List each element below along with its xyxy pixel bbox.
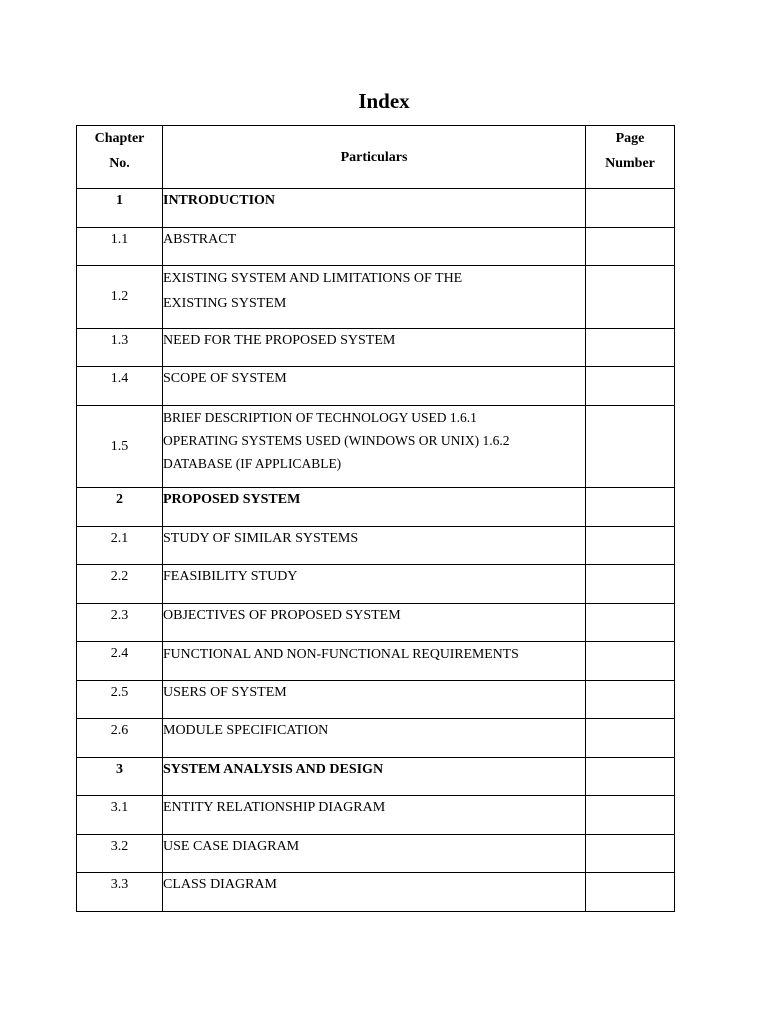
particulars-cell: USERS OF SYSTEM (163, 681, 586, 719)
page-number-cell (586, 719, 675, 758)
particulars-line: EXISTING SYSTEM AND LIMITATIONS OF THE (163, 271, 463, 286)
chapter-number: 2.5 (77, 681, 163, 719)
particulars-cell: STUDY OF SIMILAR SYSTEMS (163, 527, 586, 565)
particulars-cell: FEASIBILITY STUDY (163, 565, 586, 604)
particulars-cell: OBJECTIVES OF PROPOSED SYSTEM (163, 604, 586, 642)
particulars-cell (163, 266, 586, 329)
particulars-cell: NEED FOR THE PROPOSED SYSTEM (163, 329, 586, 367)
header-page-number (586, 126, 675, 189)
table-row (77, 681, 675, 719)
page-number-cell (586, 565, 675, 604)
particulars-cell: SCOPE OF SYSTEM (163, 367, 586, 406)
table-row (77, 642, 675, 681)
header-chapter (77, 126, 163, 189)
page-number-cell (586, 228, 675, 266)
index-table (76, 125, 675, 912)
page-number-cell (586, 488, 675, 527)
particulars-line: BRIEF DESCRIPTION OF TECHNOLOGY USED 1.6.1 (163, 410, 477, 425)
table-row (77, 758, 675, 796)
header-page-line2: Number (605, 156, 655, 171)
table-row (77, 266, 675, 329)
table-row (77, 796, 675, 835)
particulars-cell: SYSTEM ANALYSIS AND DESIGN (163, 758, 586, 796)
particulars-cell: INTRODUCTION (163, 189, 586, 228)
chapter-number: 2.6 (77, 719, 163, 758)
chapter-number: 3.1 (77, 796, 163, 835)
table-row (77, 189, 675, 228)
table-row (77, 565, 675, 604)
particulars-cell (163, 406, 586, 488)
page-number-cell (586, 873, 675, 912)
page-number-cell (586, 758, 675, 796)
page-number-cell (586, 266, 675, 329)
table-row (77, 835, 675, 873)
chapter-number: 1.1 (77, 228, 163, 266)
header-row (77, 126, 675, 189)
chapter-number: 3.2 (77, 835, 163, 873)
chapter-number: 1.3 (77, 329, 163, 367)
particulars-cell: ABSTRACT (163, 228, 586, 266)
header-particulars: Particulars (163, 126, 586, 189)
page-number-cell (586, 367, 675, 406)
header-page-line1: Page (615, 131, 645, 146)
chapter-number: 2.1 (77, 527, 163, 565)
particulars-line: DATABASE (IF APPLICABLE) (163, 456, 342, 471)
table-row (77, 488, 675, 527)
chapter-number: 2.3 (77, 604, 163, 642)
page-number-cell (586, 604, 675, 642)
chapter-number: 1.2 (77, 266, 163, 329)
page-number-cell (586, 329, 675, 367)
page-number-cell (586, 681, 675, 719)
table-row (77, 719, 675, 758)
header-chapter-line2: No. (109, 156, 130, 171)
table-row (77, 228, 675, 266)
chapter-number: 2 (77, 488, 163, 527)
chapter-number: 2.4 (77, 642, 163, 681)
page-number-cell (586, 642, 675, 681)
chapter-number: 1.5 (77, 406, 163, 488)
particulars-cell: MODULE SPECIFICATION (163, 719, 586, 758)
page-number-cell (586, 189, 675, 228)
page-number-cell (586, 527, 675, 565)
chapter-number: 3.3 (77, 873, 163, 912)
page-number-cell (586, 796, 675, 835)
page-number-cell (586, 406, 675, 488)
chapter-number: 1 (77, 189, 163, 228)
table-row (77, 873, 675, 912)
chapter-number: 2.2 (77, 565, 163, 604)
particulars-cell: ENTITY RELATIONSHIP DIAGRAM (163, 796, 586, 835)
chapter-number: 1.4 (77, 367, 163, 406)
particulars-cell: CLASS DIAGRAM (163, 873, 586, 912)
page-title: Index (358, 89, 410, 113)
table-row (77, 329, 675, 367)
particulars-cell: USE CASE DIAGRAM (163, 835, 586, 873)
particulars-line: OPERATING SYSTEMS USED (WINDOWS OR UNIX) 1.6.2 (163, 433, 510, 448)
table-row (77, 406, 675, 488)
particulars-cell: FUNCTIONAL AND NON-FUNCTIONAL REQUIREMENTS (163, 642, 586, 681)
particulars-line: EXISTING SYSTEM (163, 296, 287, 311)
chapter-number: 3 (77, 758, 163, 796)
header-chapter-line1: Chapter (94, 131, 145, 146)
table-row (77, 527, 675, 565)
table-row (77, 604, 675, 642)
table-row (77, 367, 675, 406)
particulars-cell: PROPOSED SYSTEM (163, 488, 586, 527)
page-number-cell (586, 835, 675, 873)
